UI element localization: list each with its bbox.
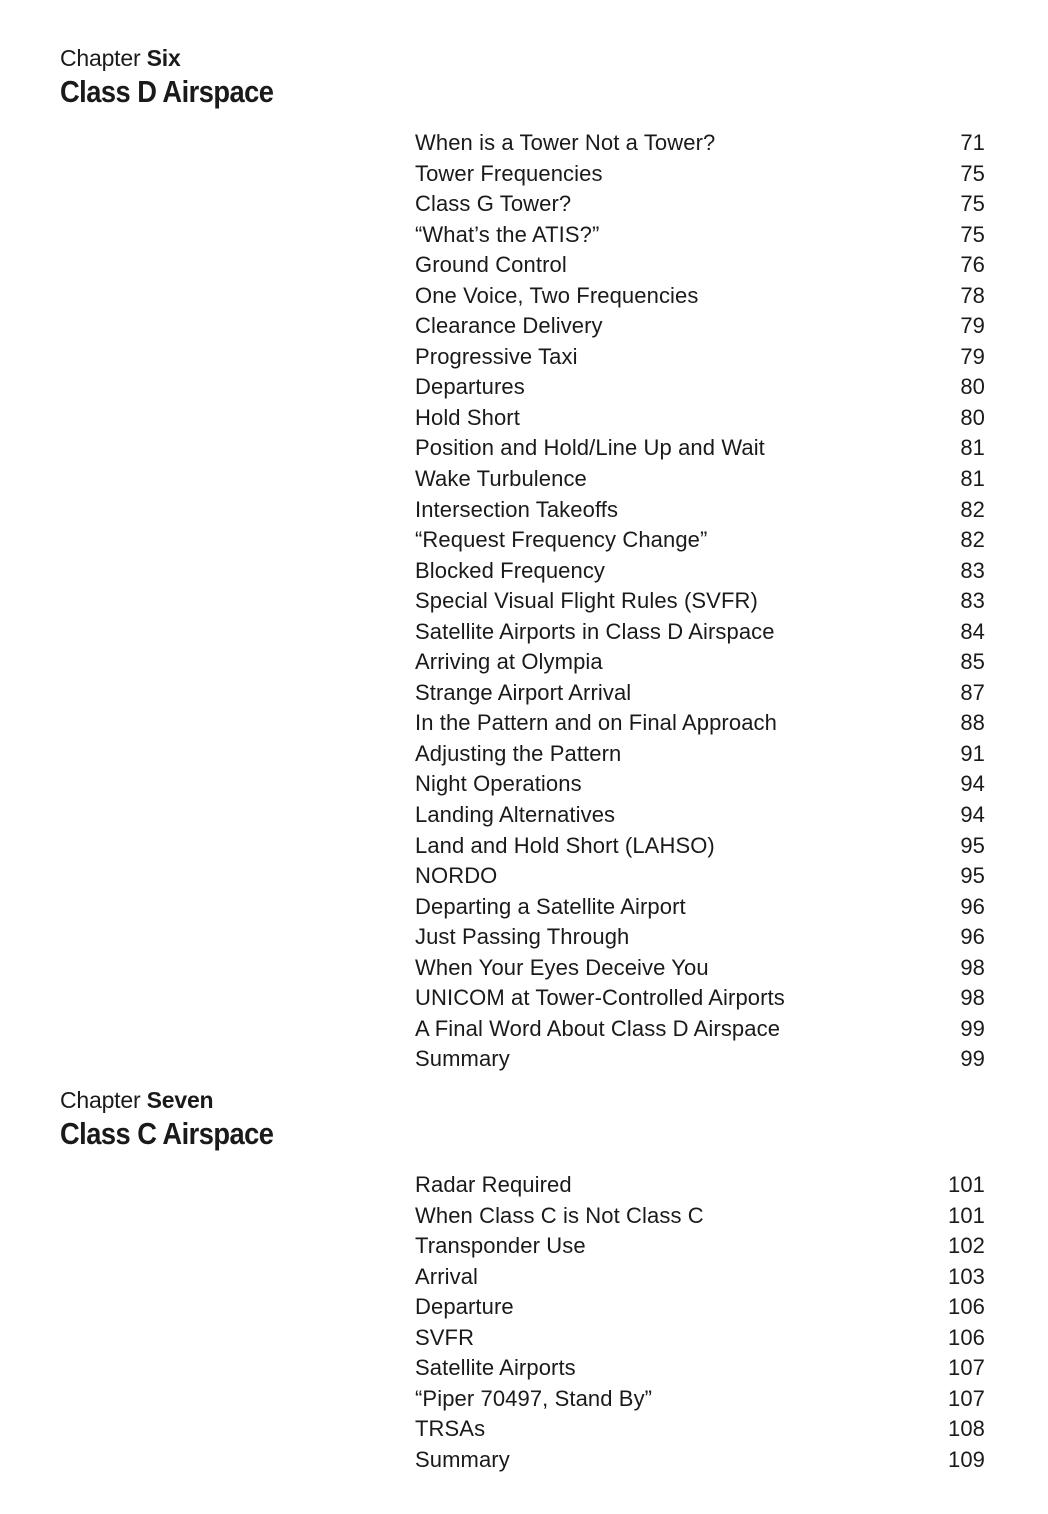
toc-entry-page-number: 91 [960,740,985,766]
toc-entry-title: When Class C is Not Class C [415,1202,704,1228]
toc-entry-title: Class G Tower? [415,191,572,217]
toc-entry-title: “Piper 70497, Stand By” [415,1385,653,1411]
toc-entry [415,189,985,220]
toc-entry-title: Wake Turbulence [415,466,587,492]
toc-list-chapter-six [415,128,985,1075]
toc-entry-title: Arrival [415,1263,479,1289]
chapter-label-prefix: Chapter [60,45,141,71]
toc-entry [415,800,985,831]
chapter-title: Class D Airspace [60,74,274,109]
toc-entry [415,1014,985,1045]
toc-entry-page-number: 83 [960,588,985,614]
chapter-label [60,1086,303,1114]
toc-entry-page-number: 106 [947,1324,985,1350]
toc-entry-title: Progressive Taxi [415,343,578,369]
toc-entry-page-number: 80 [960,404,985,430]
toc-entry [415,892,985,923]
toc-entry [415,1353,985,1384]
toc-entry-title: When is a Tower Not a Tower? [415,130,716,155]
toc-entry-title: Tower Frequencies [415,160,603,186]
toc-entry [415,708,985,739]
toc-entry [415,983,985,1014]
toc-entry-page-number: 96 [960,924,985,950]
toc-entry-page-number: 109 [947,1446,985,1472]
toc-entry [415,1170,985,1201]
toc-entry [415,495,985,526]
toc-entry-page-number: 79 [960,343,985,369]
toc-entry-title: Satellite Airports [415,1355,576,1381]
toc-entry-title: A Final Word About Class D Airspace [415,1015,781,1041]
toc-entry [415,403,985,434]
toc-entry-page-number: 85 [960,649,985,675]
toc-entry-title: Departing a Satellite Airport [415,893,686,919]
toc-entry-title: When Your Eyes Deceive You [415,954,709,980]
toc-entry [415,1262,985,1293]
toc-entry [415,372,985,403]
toc-entry-page-number: 88 [960,710,985,736]
toc-entry-title: Clearance Delivery [415,313,603,339]
toc-entry [415,1445,985,1476]
toc-entry-page-number: 87 [960,679,985,705]
toc-entry-page-number: 102 [947,1233,985,1259]
toc-entry [415,739,985,770]
toc-entry-page-number: 98 [960,954,985,980]
toc-entry-page-number: 80 [960,374,985,400]
toc-entry-page-number: 83 [960,557,985,583]
toc-entry [415,159,985,190]
toc-entry-page-number: 79 [960,313,985,339]
chapter-label-number: Seven [146,1087,214,1113]
toc-entry-title: Transponder Use [415,1233,586,1259]
toc-entry-title: Strange Airport Arrival [415,679,632,705]
toc-entry-title: Satellite Airports in Class D Airspace [415,618,775,644]
toc-entry-page-number: 76 [960,252,985,278]
toc-entry-page-number: 75 [960,160,985,186]
toc-entry [415,831,985,862]
toc-entry-title: TRSAs [415,1416,486,1442]
toc-entry [415,525,985,556]
toc-entry-title: Intersection Takeoffs [415,496,619,522]
toc-entry-title: NORDO [415,863,498,889]
toc-entry-page-number: 82 [960,496,985,522]
toc-entry-title: Ground Control [415,252,567,278]
toc-entry [415,464,985,495]
toc-entry-page-number: 81 [960,466,985,492]
toc-entry-page-number: 103 [947,1263,985,1289]
toc-entry [415,1292,985,1323]
toc-entry-title: In the Pattern and on Final Approach [415,710,777,736]
toc-entry-title: Adjusting the Pattern [415,740,622,766]
toc-entry-page-number: 101 [947,1172,985,1197]
toc-entry-title: Departure [415,1294,514,1320]
toc-entry [415,647,985,678]
toc-entry-page-number: 95 [960,863,985,889]
toc-entry-title: Position and Hold/Line Up and Wait [415,435,765,461]
toc-entry-page-number: 78 [960,282,985,308]
toc-entry [415,281,985,312]
toc-entry-title: Night Operations [415,771,582,797]
chapter-heading-seven [60,1086,303,1152]
toc-entry-title: Landing Alternatives [415,802,616,828]
toc-entry-title: Just Passing Through [415,924,630,950]
chapter-title: Class C Airspace [60,1116,274,1151]
toc-entry [415,617,985,648]
toc-entry-title: “What’s the ATIS?” [415,221,600,247]
toc-entry-title: SVFR [415,1324,475,1350]
chapter-label [60,44,303,72]
toc-entry-page-number: 81 [960,435,985,461]
toc-entry-title: Special Visual Flight Rules (SVFR) [415,588,758,614]
toc-entry-title: Land and Hold Short (LAHSO) [415,832,715,858]
toc-entry [415,1231,985,1262]
toc-entry-page-number: 99 [960,1046,985,1072]
toc-entry [415,342,985,373]
toc-entry [415,1414,985,1445]
toc-entry-title: UNICOM at Tower-Controlled Airports [415,985,785,1011]
toc-entry [415,250,985,281]
toc-entry [415,433,985,464]
toc-entry-page-number: 75 [960,191,985,217]
toc-entry [415,311,985,342]
toc-entry-title: Blocked Frequency [415,557,606,583]
toc-entry-page-number: 107 [947,1385,985,1411]
toc-entry [415,1201,985,1232]
toc-entry-page-number: 82 [960,527,985,553]
toc-entry-page-number: 108 [947,1416,985,1442]
toc-entry [415,922,985,953]
toc-entry-title: “Request Frequency Change” [415,527,708,553]
toc-entry-page-number: 75 [960,221,985,247]
toc-entry-page-number: 94 [960,802,985,828]
toc-entry [415,586,985,617]
toc-entry-title: Summary [415,1046,510,1072]
toc-entry-page-number: 84 [960,618,985,644]
chapter-label-prefix: Chapter [60,1087,141,1113]
toc-entry [415,1323,985,1354]
toc-entry [415,861,985,892]
toc-entry [415,678,985,709]
toc-entry-page-number: 71 [960,130,985,155]
toc-entry-page-number: 101 [947,1202,985,1228]
toc-entry-page-number: 99 [960,1015,985,1041]
toc-entry-page-number: 98 [960,985,985,1011]
toc-entry-page-number: 95 [960,832,985,858]
toc-entry [415,220,985,251]
toc-entry [415,769,985,800]
toc-list-chapter-seven [415,1170,985,1475]
toc-entry-title: Hold Short [415,404,520,430]
toc-entry [415,128,985,159]
toc-entry [415,1044,985,1075]
toc-entry-title: One Voice, Two Frequencies [415,282,699,308]
toc-entry [415,556,985,587]
toc-entry-title: Radar Required [415,1172,572,1197]
toc-entry-title: Departures [415,374,525,400]
toc-entry [415,953,985,984]
toc-entry-page-number: 96 [960,893,985,919]
chapter-heading-six [60,44,303,110]
toc-entry-page-number: 94 [960,771,985,797]
toc-entry-page-number: 107 [947,1355,985,1381]
chapter-label-number: Six [146,45,181,71]
toc-entry [415,1384,985,1415]
toc-entry-page-number: 106 [947,1294,985,1320]
toc-entry-title: Summary [415,1446,510,1472]
toc-entry-title: Arriving at Olympia [415,649,603,675]
